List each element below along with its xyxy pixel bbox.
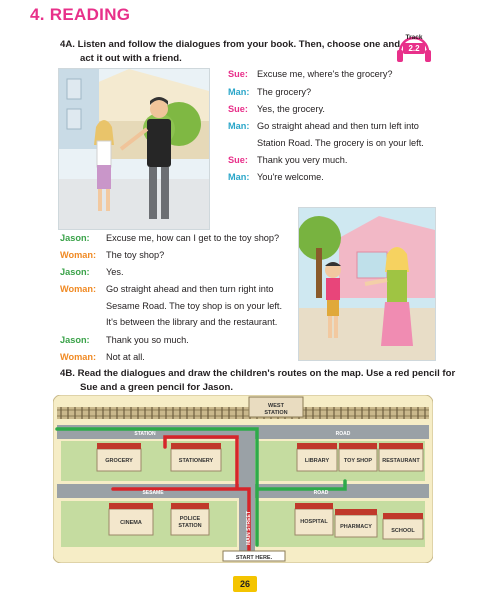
speaker-label: Sue: [228, 155, 248, 165]
start-here-label: START HERE. [235, 555, 273, 561]
instruction-4b-line2: Sue and a green pencil for Jason. [80, 382, 234, 393]
instruction-4b-line1: Read the dialogues and draw the children's routes on the map. Use a red pencil for [77, 368, 456, 379]
speaker-label: Man: [228, 172, 250, 182]
instruction-4b [60, 367, 455, 395]
restaurant-label: RESTAURANT [382, 458, 420, 464]
dialogue-line: Go straight ahead and then turn right into [106, 284, 274, 294]
speaker-label: Woman: [60, 250, 97, 260]
grocery-label: GROCERY [105, 458, 133, 464]
instruction-4b-number: 4B. [60, 368, 75, 379]
dialogue-line: Thank you so much. [106, 335, 189, 345]
dialogue-line: Not at all. [106, 352, 145, 362]
main-street-label: MAIN STREET [246, 511, 252, 545]
speaker-label: Jason: [60, 335, 90, 345]
illustration-jason-and-woman [298, 207, 436, 361]
town-map-drawing [53, 395, 433, 563]
speaker-label: Jason: [60, 233, 90, 243]
speaker-label: Man: [228, 121, 250, 131]
town-map [53, 395, 433, 563]
illustration-sue-and-man [58, 68, 210, 230]
toy-shop-label: TOY SHOP [343, 458, 373, 464]
street-scene-illustration [59, 69, 209, 229]
track-label: Track [405, 34, 423, 41]
dialogue-line: Excuse me, where's the grocery? [257, 69, 393, 79]
dialogue-line: Sesame Road. The toy shop is on your left. [106, 301, 283, 311]
west-station-label-1: WEST [268, 403, 284, 409]
dialogue-line: Thank you very much. [257, 155, 348, 165]
shop-scene-illustration [299, 208, 435, 360]
school-label: SCHOOL [391, 528, 415, 534]
station-road-label: STATION [134, 431, 156, 437]
cinema-label: CINEMA [120, 520, 142, 526]
track-number: 2.2 [403, 43, 425, 54]
stationery-label: STATIONERY [178, 458, 214, 464]
instruction-4a-number: 4A. [60, 39, 75, 50]
dialogue-line: Station Road. The grocery is on your left. [257, 138, 424, 148]
speaker-label: Sue: [228, 69, 248, 79]
sesame-road-label: SESAME [142, 490, 164, 496]
instruction-4a-line1: Listen and follow the dialogues from your book. Then, choose one and [77, 39, 401, 50]
speaker-label: Sue: [228, 104, 248, 114]
instruction-4a-line2: act it out with a friend. [80, 53, 182, 64]
road2-label: ROAD [313, 490, 329, 496]
speaker-label: Jason: [60, 267, 90, 277]
speaker-label: Woman: [60, 284, 97, 294]
track-badge[interactable] [396, 28, 432, 68]
speaker-label: Woman: [60, 352, 97, 362]
police-station-label-2: STATION [178, 523, 202, 529]
dialogue-line: It's between the library and the restaurant. [106, 317, 278, 327]
dialogue-line: You're welcome. [257, 172, 324, 182]
page-number: 26 [233, 576, 257, 592]
library-label: LIBRARY [304, 458, 330, 464]
dialogue-line: The toy shop? [106, 250, 165, 260]
speaker-label: Man: [228, 87, 250, 97]
dialogue-line: Go straight ahead and then turn left into [257, 121, 419, 131]
dialogue-line: The grocery? [257, 87, 312, 97]
instruction-4a [60, 38, 400, 66]
dialogue-line: Yes. [106, 267, 124, 277]
dialogue-line: Excuse me, how can I get to the toy shop? [106, 233, 280, 243]
hospital-label: HOSPITAL [300, 519, 328, 525]
dialogue-line: Yes, the grocery. [257, 104, 325, 114]
pharmacy-label: PHARMACY [340, 524, 372, 530]
road-label: ROAD [335, 431, 351, 437]
police-station-label-1: POLICE [179, 516, 201, 522]
section-title: 4. READING [30, 5, 131, 24]
west-station-label-2: STATION [264, 410, 288, 416]
